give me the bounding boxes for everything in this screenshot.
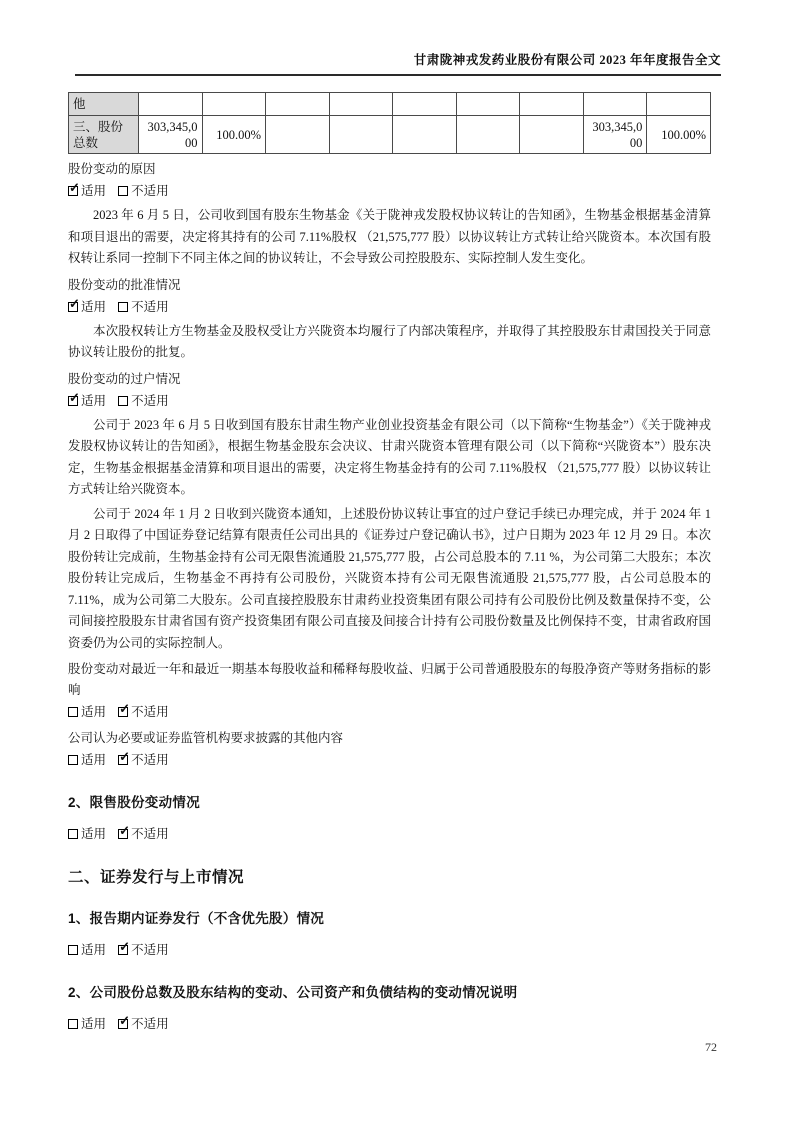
check-mark-icon: ✓ bbox=[119, 749, 131, 764]
securities-issue-sub2-heading: 2、公司股份总数及股东结构的变动、公司资产和负债结构的变动情况说明 bbox=[68, 985, 518, 1000]
row-label-total-shares: 三、股份总数 bbox=[69, 116, 139, 154]
check-mark-icon: ✓ bbox=[119, 939, 131, 954]
checkbox-unchecked-icon bbox=[68, 1019, 78, 1029]
other-applicability-row bbox=[68, 750, 711, 771]
table-cell bbox=[520, 116, 584, 154]
check-mark-icon: ✓ bbox=[119, 701, 131, 716]
not-apply-label: 不适用 bbox=[131, 1017, 169, 1031]
checkbox-unchecked-icon bbox=[68, 829, 78, 839]
transfer-section-label: 股份变动的过户情况 bbox=[68, 371, 181, 386]
approval-section-label: 股份变动的批准情况 bbox=[68, 277, 181, 292]
checkbox-unchecked-icon bbox=[68, 945, 78, 955]
approval-applicability-row bbox=[68, 297, 711, 318]
table-cell bbox=[138, 93, 202, 116]
not-apply-label: 不适用 bbox=[131, 393, 169, 408]
check-mark-icon: ✓ bbox=[119, 823, 131, 838]
securities-issue-sub1-heading: 1、报告期内证券发行（不含优先股）情况 bbox=[68, 911, 325, 926]
checkbox-unchecked-icon bbox=[118, 186, 128, 196]
check-mark-icon: ✓ bbox=[119, 1013, 131, 1028]
checkbox-checked-icon bbox=[118, 939, 131, 955]
checkbox-checked-icon bbox=[118, 1013, 131, 1029]
apply-label: 适用 bbox=[81, 299, 107, 314]
table-cell bbox=[329, 93, 393, 116]
page-header bbox=[75, 50, 721, 76]
checkbox-checked-icon bbox=[118, 823, 131, 839]
apply-label: 适用 bbox=[81, 184, 107, 198]
reason-section-label: 股份变动的原因 bbox=[68, 162, 156, 176]
page-number: 72 bbox=[705, 1040, 717, 1054]
approval-paragraph: 本次股权转让方生物基金及股权受让方兴陇资本均履行了内部决策程序，并取得了其控股股东甘肃国投关于同意协议转让股份的批复。 bbox=[68, 323, 711, 359]
apply-label: 适用 bbox=[81, 827, 107, 841]
checkbox-unchecked-icon bbox=[118, 302, 128, 312]
transfer-paragraph-2: 公司于 2024 年 1 月 2 日收到兴陇资本通知，上述股份协议转让事宜的过户登记手续已办理完成，并于 2024 年 1 月 2 日取得了中国证券登记结算有限责任公司出具的《证券过户登记确认书》，过户日期为 2023 年 12 月 29 日。本次股份转让完成前，生物基金持有公司无限售流通股 21,575,777 股，占公司总股本的 7.11 %，为公司第二大股东；本次股份转让完成后，生物基金不再持有公司股份，兴陇资本持有公司无限售流通股 21,575,777 股，占公司总股本的 7.11%，成为公司第二大股东。公司直接控股股东甘肃药业投资集团有限公司持有公司股份比例及数量保持不变，公司间接控股股东甘肃省国有资产投资集团有限公司直接及间接合计持有公司股份数量及比例保持不变，甘肃省政府国资委仍为公司的实际控制人。 bbox=[68, 506, 711, 650]
table-row bbox=[69, 93, 711, 116]
impact-applicability-row bbox=[68, 702, 711, 723]
table-cell bbox=[520, 93, 584, 116]
table-cell bbox=[456, 116, 520, 154]
securities-issue-section-heading: 二、证券发行与上市情况 bbox=[68, 869, 245, 886]
checkbox-unchecked-icon bbox=[68, 707, 78, 717]
total-after-ratio: 100.00% bbox=[647, 116, 711, 154]
issue-sub2-applicability-row bbox=[68, 1014, 711, 1035]
impact-section-label: 股份变动对最近一年和最近一期基本每股收益和稀释每股收益、归属于公司普通股股东的每股净资产等财务指标的影响 bbox=[68, 662, 711, 697]
restricted-shares-heading: 2、限售股份变动情况 bbox=[68, 795, 201, 810]
table-cell bbox=[393, 116, 457, 154]
checkbox-checked-icon bbox=[118, 749, 131, 765]
table-cell bbox=[647, 93, 711, 116]
transfer-paragraph-1: 公司于 2023 年 6 月 5 日收到国有股东甘肃生物产业创业投资基金有限公司（以下简称“生物基金”）《关于陇神戎发股权协议转让的告知函》，根据生物基金股东会决议、甘肃兴陇资本管理有限公司（以下简称“兴陇资本”）股东决定，生物基金根据基金清算和项目退出的需要，决定将生物基金持有的公司 7.11%股权 （21,575,777 股）以协议转让方式转让给兴陇资本。 bbox=[68, 417, 711, 496]
issue-sub1-applicability-row bbox=[68, 940, 711, 961]
checkbox-checked-icon bbox=[68, 389, 80, 406]
table-cell bbox=[583, 93, 647, 116]
checkbox-checked-icon bbox=[118, 701, 131, 717]
table-cell bbox=[329, 116, 393, 154]
table-cell bbox=[393, 93, 457, 116]
apply-label: 适用 bbox=[81, 705, 107, 719]
checkbox-unchecked-icon bbox=[68, 755, 78, 765]
not-apply-label: 不适用 bbox=[131, 705, 169, 719]
apply-label: 适用 bbox=[81, 753, 107, 767]
checkbox-checked-icon bbox=[68, 295, 80, 312]
not-apply-label: 不适用 bbox=[131, 299, 169, 314]
total-before-ratio: 100.00% bbox=[202, 116, 266, 154]
apply-label: 适用 bbox=[81, 943, 107, 957]
apply-label: 适用 bbox=[81, 1017, 107, 1031]
report-title: 甘肃陇神戎发药业股份有限公司 2023 年年度报告全文 bbox=[413, 53, 721, 67]
row-label-other: 他 bbox=[69, 93, 139, 116]
transfer-applicability-row bbox=[68, 391, 711, 412]
check-mark-icon: ✓ bbox=[69, 295, 80, 311]
check-mark-icon: ✓ bbox=[69, 180, 80, 195]
reason-applicability-row bbox=[68, 181, 711, 202]
table-cell bbox=[266, 116, 330, 154]
reason-paragraph: 2023 年 6 月 5 日，公司收到国有股东生物基金《关于陇神戎发股权协议转让的告知函》，生物基金根据基金清算和项目退出的需要，决定将其持有的公司 7.11%股权 （21,575,777 股）以协议转让方式转让给兴陇资本。本次国有股权转让系同一控制下不同主体之间的协议转让，不会导致公司控股股东、实际控制人发生变化。 bbox=[68, 208, 711, 265]
table-row bbox=[69, 116, 711, 154]
table-cell bbox=[202, 93, 266, 116]
restricted-applicability-row bbox=[68, 824, 711, 845]
checkbox-checked-icon bbox=[68, 180, 80, 196]
not-apply-label: 不适用 bbox=[131, 753, 169, 767]
table-cell bbox=[266, 93, 330, 116]
page-content bbox=[68, 92, 711, 1035]
checkbox-unchecked-icon bbox=[118, 396, 128, 406]
check-mark-icon: ✓ bbox=[69, 389, 80, 405]
not-apply-label: 不适用 bbox=[131, 184, 169, 198]
not-apply-label: 不适用 bbox=[131, 827, 169, 841]
total-before-count: 303,345,000 bbox=[138, 116, 202, 154]
share-structure-table bbox=[68, 92, 711, 154]
not-apply-label: 不适用 bbox=[131, 943, 169, 957]
apply-label: 适用 bbox=[81, 393, 107, 408]
table-cell bbox=[456, 93, 520, 116]
other-disclosure-label: 公司认为必要或证券监管机构要求披露的其他内容 bbox=[68, 731, 344, 745]
total-after-count: 303,345,000 bbox=[583, 116, 647, 154]
